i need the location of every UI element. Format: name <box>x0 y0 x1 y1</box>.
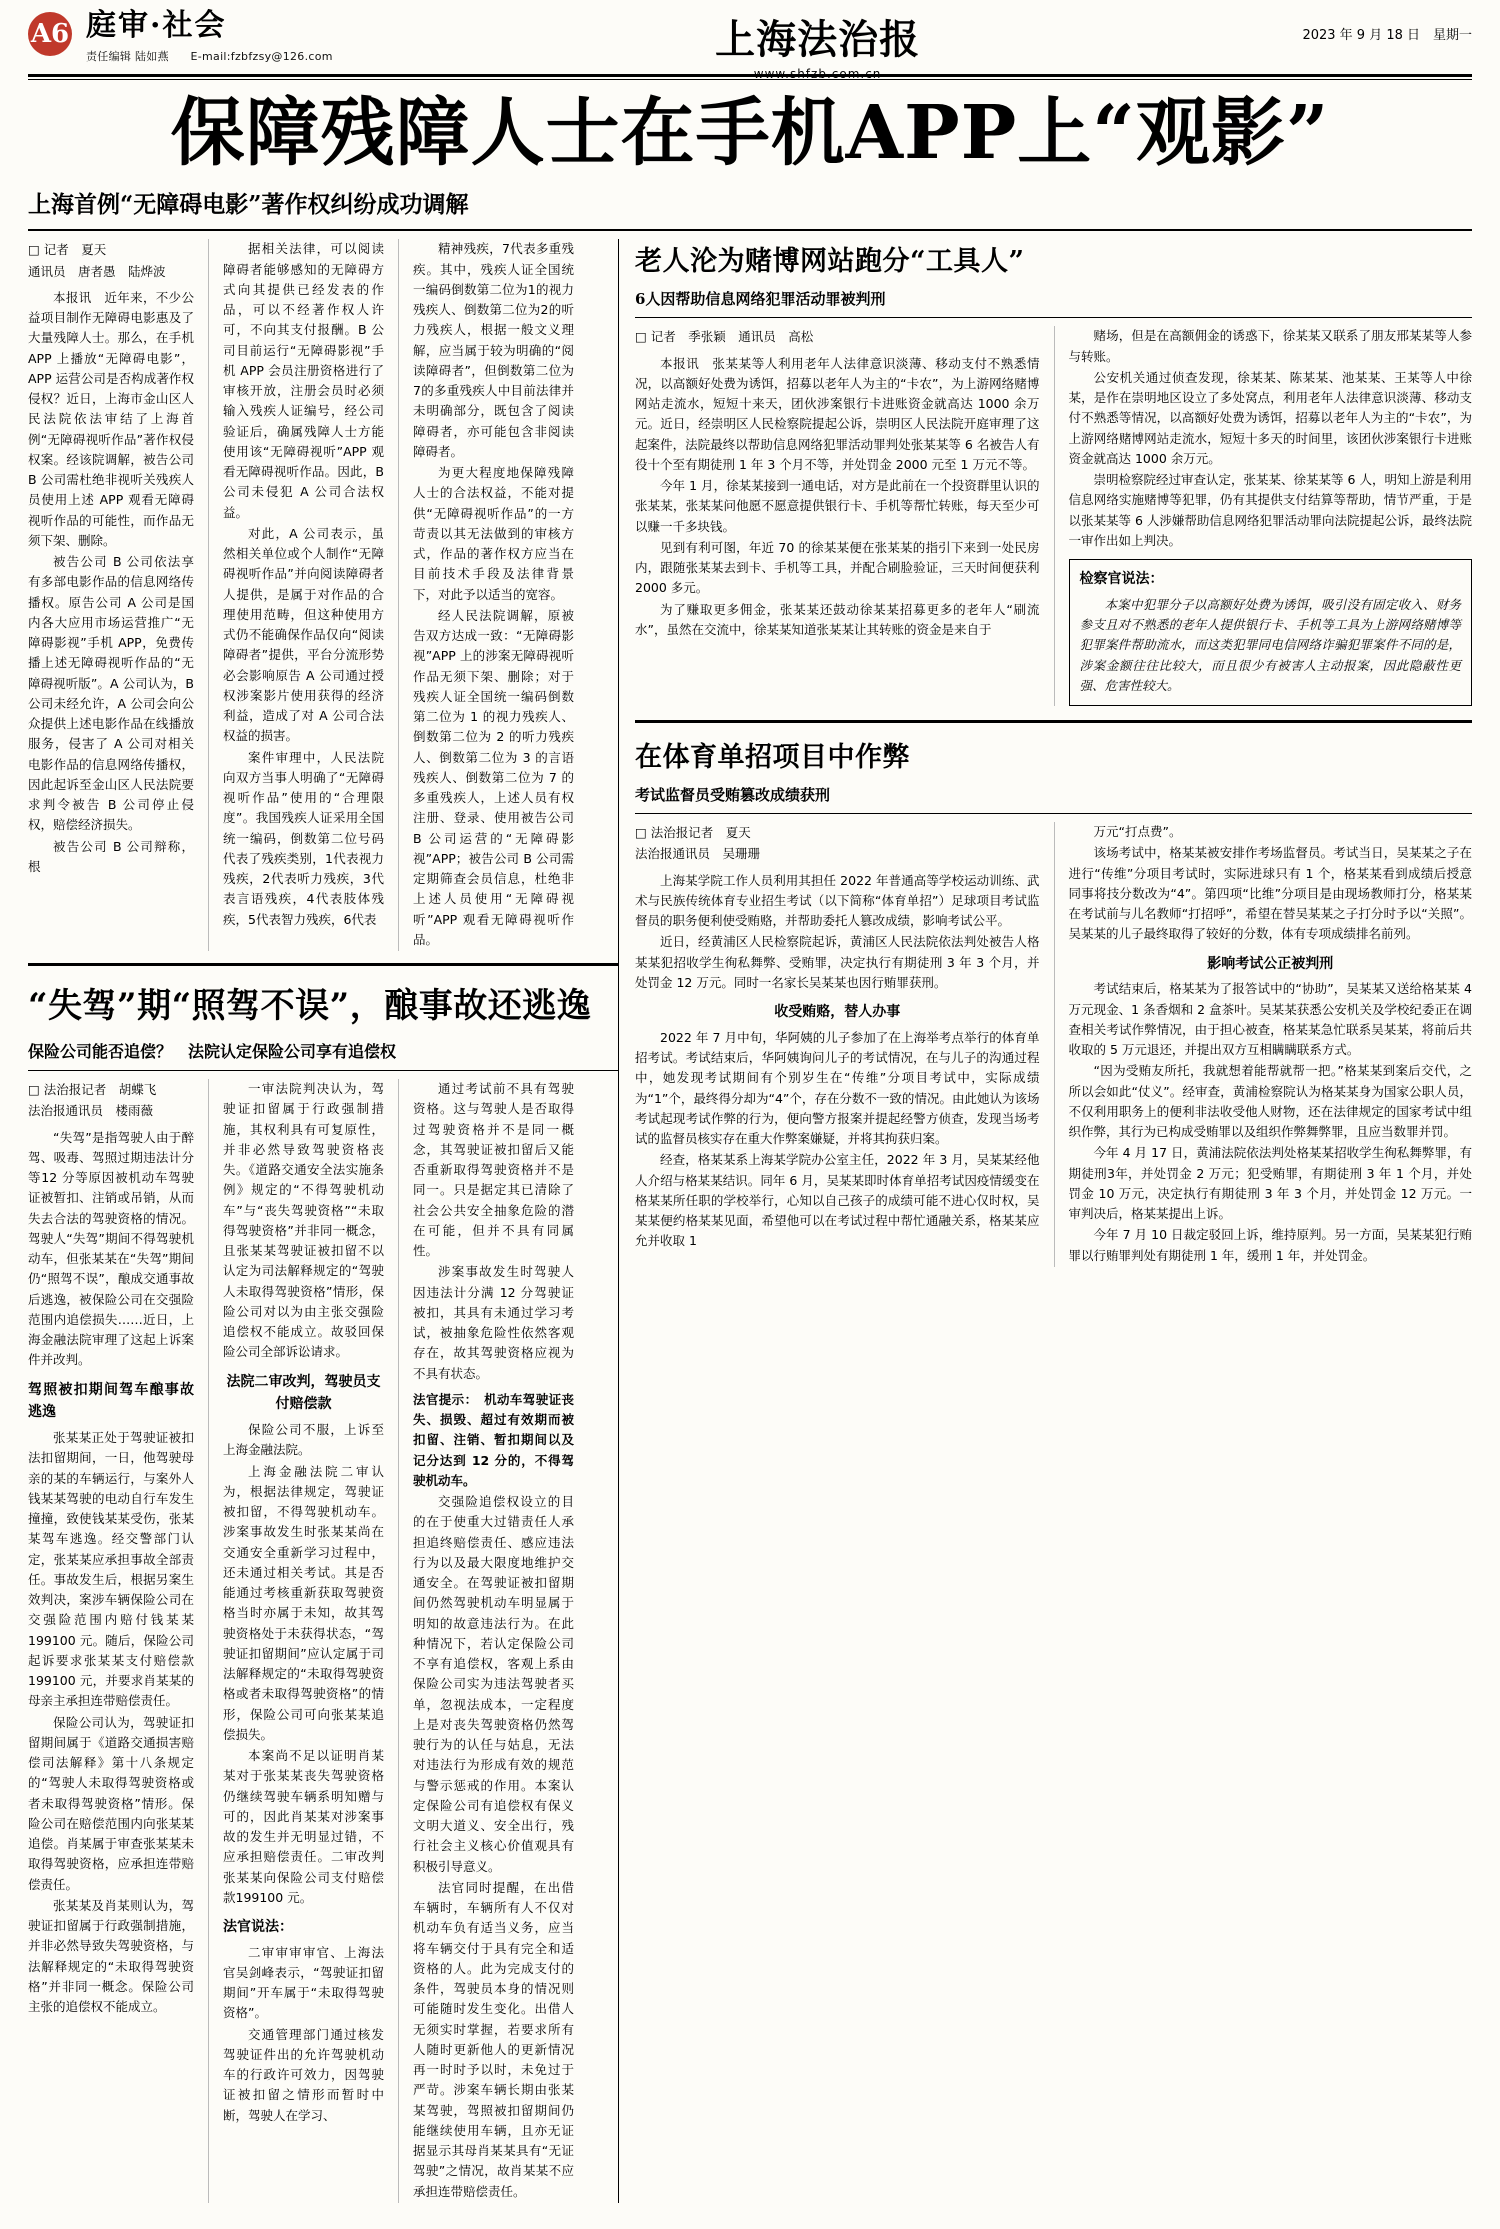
article-2-subsection-heading: 法官说法： <box>223 1919 293 1936</box>
article-2-subhead: 保险公司能否追偿？ 法院认定保险公司享有追偿权 <box>28 1042 397 1062</box>
lead-article-columns <box>28 239 618 951</box>
article-4-subsection-heading: 影响考试公正被判刑 <box>1207 955 1334 972</box>
lead-byline-line-1: □ 记者 夏天 <box>28 242 107 258</box>
paragraph: 一审法院判决认为，驾驶证扣留属于行政强制措施，其权利具有可复原性，并非必然导致驾驶资格丧失。《道路交通安全法实施条例》规定的“不得驾驶机动车”与“丧失驾驶资格”“未取得驾驶资格”并非同一概念，且张某某驾驶证被扣留不以认定为司法解释规定的“驾驶人未取得驾驶资格”情形，保险公司对以为由主张交强险追偿权不能成立。故驳回保险公司全部诉讼请求。 <box>223 1081 384 1360</box>
article-3 <box>635 239 1472 706</box>
paragraph: 法官同时提醒，在出借车辆时，车辆所有人不仅对机动车负有适当义务，应当将车辆交付于具有完全和适资格的人。此为完成支付的条件，驾驶员本身的情况则可能随时发生变化。出借人无须实时掌握，若要求所有人随时更新他人的更新情况再一时时予以时，未免过于严苛。涉案车辆长期由张某某驾驶，驾照被扣留期间仍能继续使用车辆，且亦无证据显示其母肖某某具有“无证驾驶”之情况，故肖某某不应承担连带赔偿责任。 <box>413 1879 574 2199</box>
commentary-box-text: 本案中犯罪分子以高额好处费为诱饵，吸引没有固定收入、财务参支且对不熟悉的老年人提供银行卡、手机等工具为上游网络赌博等犯罪案件帮助流水，而这类犯罪同电信网络诈骗犯罪案件不同的是，涉案金额往往比较大，而且很少有被害人主动报案，因此隐蔽性更强、危害性较大。 <box>1079 596 1461 693</box>
article-2 <box>28 963 618 2203</box>
paragraph: 考试结束后，格某某为了报答试中的“协助”，吴某某又送给格某某 4 万元现金、1 条香烟和 2 盒茶叶。吴某某获悉公安机关及学校纪委正在调查相关考试作弊情况，由于担心被查，格某某急忙联系吴某某，将前后共收取的 5 万元退还，并提出双方互相瞒瞒联系方式。 <box>1068 981 1472 1058</box>
paragraph: 为更大程度地保障残障人士的合法权益，不能对提供“无障碍视听作品”的一方苛责以其无法做到的审核方式，作品的著作权方应当在目前技术手段及法律背景下，对此予以适当的宽容。 <box>413 465 574 602</box>
article-4-byline-line-1: □ 法治报记者 夏天 <box>635 825 751 841</box>
article-2-subsection-heading: 法院二审改判，驾驶员支付赔偿款 <box>226 1373 381 1413</box>
paper-logo <box>333 8 1303 81</box>
article-3-columns <box>635 326 1472 706</box>
paragraph: 本案尚不足以证明肖某某对于张某某丧失驾驶资格仍继续驾驶车辆系明知赠与可的，因此肖某某对涉案事故的发生并无明显过错，不应承担赔偿责任。二审改判张某某向保险公司支付赔偿款199100 元。 <box>223 1748 384 1905</box>
paragraph: 保险公司不服，上诉至上海金融法院。 <box>223 1422 384 1458</box>
paragraph: 张某某及肖某则认为，驾驶证扣留属于行政强制措施，并非必然导致失驾驶资格，与法解释规定的“未取得驾驶资格”并非同一概念。保险公司主张的追偿权不能成立。 <box>28 1897 194 2015</box>
lead-subhead: 上海首例“无障碍电影”著作权纠纷成功调解 <box>28 191 469 219</box>
lead-headline-block <box>28 80 1472 176</box>
paragraph: 案件审理中，人民法院向双方当事人明确了“无障碍视听作品”使用的“合理限度”。我国残疾人证采用全国统一编码，倒数第二位号码代表了残疾类别，1代表视力残疾，2代表听力残疾，3代表言语残疾，4代表肢体残疾，5代表智力残疾，6代表 <box>223 749 384 927</box>
article-4-subsection-heading: 收受贿赂，替人办事 <box>774 1004 901 1021</box>
article-2-columns <box>28 1079 618 2203</box>
article-4-byline-line-2: 法治报通讯员 吴珊珊 <box>635 846 761 862</box>
lead-headline: 保障残障人士在手机APP上“观影” <box>170 90 1330 176</box>
lead-col-1 <box>28 239 208 951</box>
article-2-subsection-heading: 驾照被扣期间驾车酿事故逃逸 <box>28 1381 194 1421</box>
article-4 <box>635 735 1472 1267</box>
paragraph: 2022 年 7 月中旬，华阿姨的儿子参加了在上海举考点举行的体育单招考试。考试结束后，华阿姨询问儿子的考试情况，在与儿子的沟通过程中，她发现考试期间有个别岁生在“传维”分项目考试中，实际成绩为“1”个，最终得分却为“4”个，存在分数不一致的情况。由此她认为该场考试起现考试作弊的行为，便向警方报案并提起经警方侦查，发现当场考试的监督员核实存在重大作弊案嫌疑，并将其拘获归案。 <box>635 1029 1040 1147</box>
paragraph: 为了赚取更多佣金，张某某还鼓动徐某某招募更多的老年人“刷流水”，虽然在交流中，徐某某知道张某某让其转账的资金是来自于 <box>635 601 1040 637</box>
paragraph: 本报讯 张某某等人利用老年人法律意识淡薄、移动支付不熟悉情况，以高额好处费为诱饵，招募以老年人为主的“卡农”，为上游网络赌博网站走流水，短短十来天，团伙涉案银行卡进账资金就高达 1000 余万元。近日，经崇明区人民检察院提起公诉，崇明区人民法院开庭审理了这起案件，法院最终以帮助信息网络犯罪活动罪判处张某某等 6 名被告人有役十个至有期徒刑 1 年 3 个月不等，并处罚金 2000 元至 1 万元不等。 <box>635 355 1040 472</box>
article-4-subhead: 考试监督员受贿篡改成绩获刑 <box>635 786 831 805</box>
paragraph: 赌场，但是在高额佣金的诱惑下，徐某某又联系了朋友邢某某等人参与转账。 <box>1068 328 1472 364</box>
article-3-rule <box>635 317 1472 318</box>
paragraph: 近日，经黄浦区人民检察院起诉，黄浦区人民法院依法判处被告人格某某犯招收学生徇私舞弊、受贿罪，决定执行有期徒刑 3 年 3 个月，并处罚金 12 万元。同时一名家长吴某某也因行贿罪获刑。 <box>635 934 1040 990</box>
masthead <box>28 0 1472 81</box>
paragraph: 二审审审审官、上海法官吴剑峰表示，“驾驶证扣留期间”开车属于“未取得驾驶资格”。 <box>223 1944 384 2021</box>
article-3-col-1 <box>635 326 1054 706</box>
article-3-col-2 <box>1054 326 1473 706</box>
article-2-top-rule <box>28 963 618 966</box>
paragraph: 涉案事故发生时驾驶人因违法计分满 12 分驾驶证被扣，其具有未通过学习考试，被抽象危险性依然客观存在，故其驾驶资格应视为不具有状态。 <box>413 1264 574 1381</box>
lead-byline <box>28 239 194 282</box>
paragraph: 据相关法律，可以阅读障碍者能够感知的无障碍方式向其提供已经发表的作品，可以不经著作权人许可，不向其支付报酬。B 公司目前运行“无障碍影视”手机 APP 会员注册资格进行了审核开放，注册会员时必须输入残疾人证编号，经公司验证后，确属残障人士方能使用该“无障碍视听”APP 观看无障碍视听作品。因此，B 公司未侵犯 A 公司合法权益。 <box>223 241 384 520</box>
paragraph: 上海金融法院二审认为，根据法律规定，驾驶证被扣留，不得驾驶机动车。涉案事故发生时张某某尚在交通安全重新学习过程中，还未通过相关考试。其是否能通过考核重新获取驾驶资格当时亦属于未知，故其驾驶资格处于未获得状态，“驾驶证扣留期间”应认定属于司法解释规定的“未取得驾驶资格或者未取得驾驶资格”的情形，保险公司可向张某某追偿损失。 <box>223 1463 384 1742</box>
editor-name: 陆如燕 <box>135 49 169 63</box>
article-3-headline: 老人沦为赌博网站跑分“工具人” <box>635 246 1025 278</box>
paragraph: 崇明检察院经过审查认定，张某某、徐某某等 6 人，明知上游是利用信息网络实施赌博等犯罪，仍有其提供支付结算等帮助，情节严重，于是以张某某等 6 人涉嫌帮助信息网络犯罪活动罪向法院提起公诉，最终法院一审作出如上判决。 <box>1068 472 1472 548</box>
article-2-headline: “失驾”期“照驾不误”，酿事故还逃逸 <box>28 986 592 1027</box>
paragraph: 今年 4 月 17 日，黄浦法院依法判处格某某招收学生徇私舞弊罪，有期徒刑3年，并处罚金 2 万元；犯受贿罪，有期徒刑 3 年 1 个月，并处罚金 10 万元，决定执行有期徒刑 3 年 3 个月，并处罚金 12 万元。一审判决后，格某某提出上诉。 <box>1068 1145 1472 1222</box>
commentary-box-title: 检察官说法： <box>1079 571 1164 588</box>
paragraph: 该场考试中，格某某被安排作考场监督员。考试当日，吴某某之子在进行“传维”分项目考试时，实际进球只有 1 个，格某某看到成绩后授意同事将技分数改为“4”。第四项“比维”分项目是由现场教师打分，格某某在考试前与儿名教师“打招呼”，希望在替吴某某之子打分时予以“关照”。吴某某的儿子最终取得了较好的分数，体有专项成绩排名前列。 <box>1068 845 1472 942</box>
paragraph: 精神残疾，7代表多重残疾。其中，残疾人证全国统一编码倒数第二位为1的视力残疾人、倒数第二位为2的听力残疾人，根据一般文义理解，应当属于较为明确的“阅读障碍者”，但倒数第二位为7的多重残疾人中目前法律并未明确部分，既包含了阅读障碍者，亦可能包含非阅读障碍者。 <box>413 241 574 459</box>
page-body <box>28 239 1472 2203</box>
folio-block <box>28 10 333 64</box>
article-2-col-3 <box>398 1079 588 2203</box>
paragraph: “因为受贿友所托，我就想着能帮就帮一把。”格某某到案后交代，之所以会如此“仗义”。经审查，黄浦检察院认为格某某身为国家公职人员，不仅利用职务上的便利非法收受他人财物，还在法律规定的国家考试中组织作弊，其行为已构成受贿罪以及组织作弊舞弊罪，且应当数罪并罚。 <box>1068 1063 1472 1140</box>
paragraph: 见到有利可图，年近 70 的徐某某便在张某某的指引下来到一处民房内，跟随张某某去到卡、手机等工具，并配合刷脸验证，三天时间便获利 2000 多元。 <box>635 539 1040 596</box>
paragraph: 本报讯 近年来，不少公益项目制作无障碍电影惠及了大量残障人士。那么，在手机 APP 上播放“无障碍电影”，APP 运营公司是否构成著作权侵权？近日，上海市金山区人民法院依法审结了上海首例“无障碍视听作品”著作权侵权案。经该院调解，被告公司 B 公司需杜绝非视听关残疾人员使用上述 APP 观看无障碍视听作品的可能性，而作品无须下架、删除。 <box>28 289 194 548</box>
paragraph: 张某某正处于驾驶证被扣法扣留期间，一日，他驾驶母亲的某的车辆运行，与案外人钱某某驾驶的电动自行车发生撞撞，致使钱某某受伤，张某某驾车逃逸。经交警部门认定，张某某应承担事故全部责任。事故发生后，根据另案生效判决，案涉车辆保险公司在交强险范围内赔付钱某某 199100 元。随后，保险公司起诉要求张某某支付赔偿款199100 元，并要求肖某某的母亲主承担连带赔偿责任。 <box>28 1430 194 1709</box>
publication-date: 2023 年 9 月 18 日 星期一 <box>1302 28 1472 43</box>
article-3-byline-line-1: □ 记者 季张颖 通讯员 高松 <box>635 329 814 345</box>
paragraph: 对此，A 公司表示，虽然相关单位或个人制作“无障碍视听作品”并向阅读障碍者人提供，是属于对作品的合理使用范畴，但这种使用方式仍不能确保作品仅向“阅读障碍者”提供，平台分流形势必会影响原告 A 公司通过授权涉案影片使用获得的经济利益，造成了对 A 公司合法权益的损害。 <box>223 525 384 744</box>
article-2-byline-line-1: □ 法治报记者 胡蝶飞 <box>28 1082 157 1098</box>
article-4-byline <box>635 822 1040 865</box>
article-3-subhead: 6人因帮助信息网络犯罪活动罪被判刑 <box>635 290 886 309</box>
paper-name: 上海法治报 <box>715 16 921 63</box>
paragraph: 交强险追偿权设立的目的在于使重大过错责任人承担追终赔偿责任、感应违法行为以及最大限度地维护交通安全。在驾驶证被扣留期间仍然驾驶机动车明显属于明知的故意违法行为。在此种情况下，若认定保险公司不享有追偿权，客观上系由保险公司实为违法驾驶者买单，忽视法成本，一定程度上是对丧失驾驶资格仍然驾驶行为的认任与姑息，无法对违法行为形成有效的规范与警示惩戒的作用。本案认定保险公司有追偿权有保义文明大道义、安全出行，残行社会主义核心价值观具有积极引导意义。 <box>413 1494 574 1874</box>
editor-email: E-mail:fzbfzsy@126.com <box>190 49 333 63</box>
lead-subhead-rule <box>28 229 1472 231</box>
paragraph: “失驾”是指驾驶人由于醉驾、吸毒、驾照过期违法计分等12 分等原因被机动车驾驶证被暂扣、注销或吊销，从而失去合法的驾驶资格的情况。驾驶人“失驾”期间不得驾驶机动车，但张某某在“失驾”期间仍“照驾不误”，酿成交通事故后逃逸，被保险公司在交强险范围内追偿损失……近日，上海金融法院审理了这起上诉案件并改判。 <box>28 1129 194 1368</box>
editor-label: 责任编辑 <box>86 49 132 63</box>
article-4-col-1 <box>635 822 1054 1267</box>
article-2-col-1 <box>28 1079 208 2203</box>
article-4-rule <box>635 813 1472 814</box>
paragraph: 保险公司认为，驾驶证扣留期间属于《道路交通损害赔偿司法解释》第十八条规定的“驾驶人未取得驾驶资格或者未取得驾驶资格”情形。保险公司在赔偿范围内向张某某追偿。肖某属于审查张某某未取得驾驶资格，应承担连带赔偿责任。 <box>28 1714 194 1892</box>
paper-website-url[interactable]: www.shfzb.com.cn <box>753 67 882 81</box>
paragraph: 交通管理部门通过核发驾驶证件出的允许驾驶机动车的行政许可效力，因驾驶证被扣留之情形而暂时中断，驾驶人在学习、 <box>223 2026 384 2123</box>
lead-col-2 <box>208 239 398 951</box>
article-2-rule <box>28 1070 618 1071</box>
paragraph: 被告公司 B 公司依法享有多部电影作品的信息网络传播权。原告公司 A 公司是国内各大应用市场运营推广“无障碍影视”手机 APP，免费传播上述无障碍视听作品的“无障碍视听版”。A 公司认为，B 公司未经允许，A 公司会向公众提供上述电影作品在线播放服务，侵害了 A 公司对相关电影作品的信息网络传播权，因此起诉至金山区人民法院要求判令被告 B 公司停止侵权，赔偿经济损失。 <box>28 554 194 833</box>
paragraph: 公安机关通过侦查发现，徐某某、陈某某、池某某、王某等人中徐某，是作在崇明地区设立了多处窝点，利用老年人法律意识淡薄、移动支付不熟悉等情况，以高额好处费为诱饵，招募以老年人为主的“卡农”，为上游网络赌博网站走流水，短短十多天的时间里，该团伙涉案银行卡进账资金就高达 1000 余万元。 <box>1068 369 1472 466</box>
section-title: 庭审·社会 <box>86 8 227 43</box>
paragraph: 万元“打点费”。 <box>1093 824 1182 840</box>
article-4-col-2 <box>1054 822 1473 1267</box>
right-zone <box>618 239 1472 2203</box>
article-2-byline-line-2: 法治报通讯员 楼雨薇 <box>28 1103 154 1119</box>
paragraph: 今年 7 月 10 日裁定驳回上诉，维持原判。另一方面，吴某某犯行贿罪以行贿罪判处有期徒刑 1 年，缓刑 1 年，并处罚金。 <box>1068 1227 1472 1263</box>
paragraph: 通过考试前不具有驾驶资格。这与驾驶人是否取得过驾驶资格并不是同一概念，其驾驶证被扣留后又能否重新取得驾驶资格并不是同一。只是据定其已清除了社会公共安全抽象危险的潜在可能，但并不具有同属性。 <box>413 1081 574 1259</box>
right-zone-divider <box>635 720 1472 723</box>
paragraph: 经人民法院调解，原被告双方达成一致：“无障碍影视”APP 上的涉案无障碍视听作品无须下架、删除；对于残疾人证全国统一编码倒数第二位为 1 的视力残疾人、倒数第二位为 2 的听力残疾人、倒数第二位为 3 的言语残疾人、倒数第二位为 7 的多重残疾人，上述人员有权注册、登录、使用被告公司 B 公司运营的“无障碍影视”APP；被告公司 B 公司需定期筛查会员信息，杜绝非上述人员使用“无障碍视听”APP 观看无障碍视听作品。 <box>413 607 574 947</box>
article-2-byline <box>28 1079 194 1122</box>
editor-credit-line <box>86 48 333 64</box>
paragraph: 上海某学院工作人员利用其担任 2022 年普通高等学校运动训练、武术与民族传统体育专业招生考试（以下简称“体育单招”）足球项目考试监督员的职务便利使受贿赂，并帮助委托人篡改成绩，影响考试公平。 <box>635 872 1040 929</box>
article-4-columns <box>635 822 1472 1267</box>
article-3-commentary-box <box>1069 559 1473 706</box>
paragraph: 法官提示： 机动车驾驶证丧失、损毁、超过有效期而被扣留、注销、暂扣期间以及记分达到 12 分的，不得驾驶机动车。 <box>413 1391 574 1488</box>
page-folio-badge: A6 <box>28 12 72 56</box>
lead-col-3 <box>398 239 588 951</box>
article-4-headline: 在体育单招项目中作弊 <box>635 742 910 774</box>
article-3-byline <box>635 326 1040 347</box>
left-zone <box>28 239 618 2203</box>
lead-byline-line-2: 通讯员 唐者愚 陆烨波 <box>28 263 166 279</box>
paragraph: 今年 1 月，徐某某接到一通电话，对方是此前在一个投资群里认识的张某某，张某某问他愿不愿意提供银行卡、手机等帮忙转账，每天至少可以赚一千多块钱。 <box>635 478 1040 534</box>
paragraph: 经查，格某某系上海某学院办公室主任，2022 年 3 月，吴某某经他人介绍与格某某结识。同年 6 月，吴某某即时体育单招考试因疫情缓变在格某某所任职的学校举行，心知以自己孩子的成绩可能不进心仅时权，吴某某便约格某某见面，希望他可以在考试过程中帮忙通融关系，格某某应允并收取 1 <box>635 1152 1040 1249</box>
paragraph: 被告公司 B 公司辩称，根 <box>28 838 194 874</box>
article-2-col-2 <box>208 1079 398 2203</box>
